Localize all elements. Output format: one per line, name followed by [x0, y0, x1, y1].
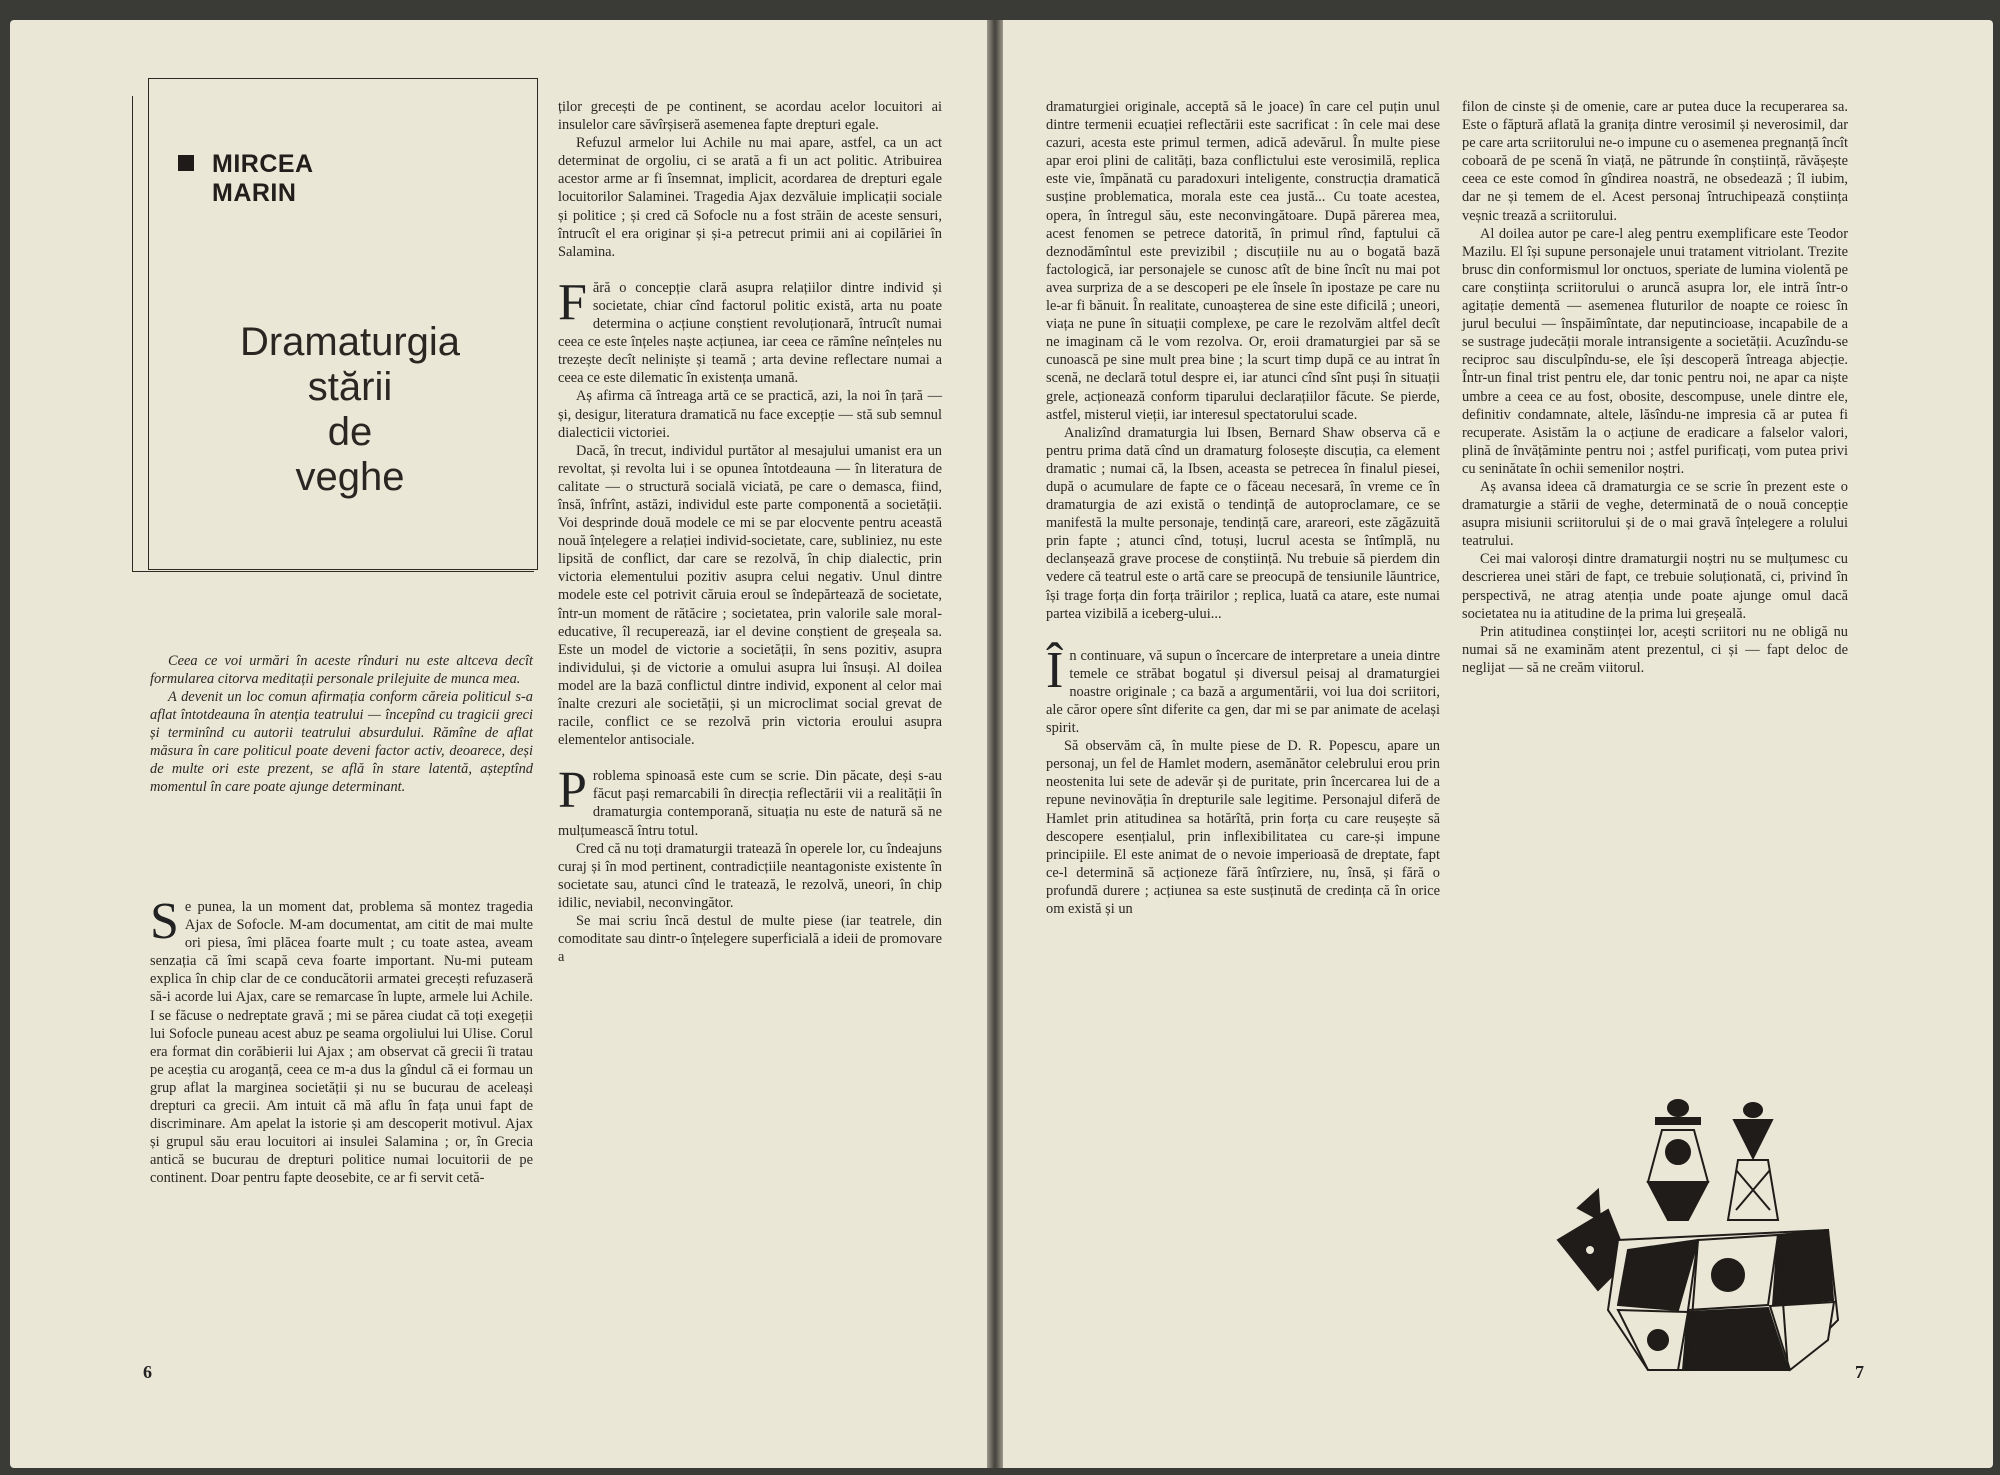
figure-circle-left [1666, 1140, 1690, 1164]
drop-cap: S [150, 893, 179, 950]
title-line: de [327, 410, 373, 454]
paragraph [558, 762, 942, 839]
paragraph: Cei mai valoroși dintre dramaturgii noștri nu se mulțumesc cu descrierea unei stări de fapt, ce trebuie soluționată, ci, privind în perspectivă, ne atrag atenția unde poate ajunge omul dacă societatea nu ia atitudine de la prima lui greșeală. [1462, 551, 1848, 622]
paragraph-text: n continuare, vă supun o încercare de interpretare a uneia dintre temele ce străbat bogatul și diversul peisaj al dramaturgiei noastre originale ; ca bază a argumentării, voi lua doi scriitori, ale căror opere sînt diferite ca gen, dar mi se par animate de același spirit. [1046, 647, 1440, 737]
page-number-left: 6 [143, 1362, 152, 1382]
paragraph: Analizînd dramaturgia lui Ibsen, Bernard Shaw observa că e pentru prima dată cînd un dramaturg folosește discuția, ca element dramatic ; numai că, la Ibsen, aceasta se petrecea în finalul piesei, după o acumulare de fapte ce o făceau necesară, în vreme ce în dramaturgia de azi există o tendință de autoproclamare, ce se manifestă la multe personaje, tendință care, arareori, este zăgăzuită prin fapte ; atunci cînd, totuși, lucrul acesta se întîmplă, nu declanșează grave procese de conștiință. Nu trebuie să pierdem din vedere că teatrul este o artă care se preocupă de tensiunile lăuntrice, își trage forța din forța trăirilor ; replica, luată ca atare, este numai partea vizibilă a iceberg-ului... [1046, 424, 1440, 622]
intro-text [150, 652, 533, 796]
paragraph [558, 273, 942, 388]
paragraph-text: ără o concepție clară asupra relațiilor dintre individ și societate, chiar cînd factorul politic există, arta nu poate determina o acțiune conștient revoluționară, întrucît numai ceea ce este înțeles naște acțiunea, iar ceea ce rămîne neînțeles nu trezește decît neliniște și teamă ; arta devine reflectare numai a ceea ce este dilematic în existența umană. [558, 279, 942, 387]
column-4 [1462, 98, 1848, 677]
figure-skirt-left [1648, 1182, 1708, 1220]
book-gutter [987, 20, 1003, 1468]
intro-paragraph: Ceea ce voi urmări în aceste rînduri nu este altceva decît formularea citorva meditații personale prilejuite de munca mea. [150, 653, 533, 687]
paragraph: Cred că nu toți dramaturgii tratează în operele lor, cu îndeajuns curaj și în mod pertinent, contradicțiile neantagoniste existente în societate sau, atunci cînd le tratează, le rezolvă, uneori, în chip idilic, neviabil, neconvingător. [558, 840, 942, 911]
figure-hat-brim-left [1656, 1118, 1700, 1124]
paragraph: Să observăm că, în multe piese de D. R. Popescu, apare un personaj, un fel de Hamlet modern, asemănător celebrului erou prin neostenita lui sete de adevăr și de puritate, prin încercarea lui de a repune nevinovăția în drepturile sale legitime. Personajul diferă de Hamlet prin atitudinea sa hotărîtă, prin forța cu care reușește să descopere esențialul, prin inflexibilitatea cu care-și impune principiile. El este animat de o nevoie imperioasă de dreptate, fapt ce-l determină să acționeze fără întîrziere, nu, însă, și fără o profundă durere ; acțiunea sa este susținută de credința că în orice om există și un [1046, 738, 1440, 918]
paragraph [1046, 641, 1440, 737]
drop-cap: F [558, 273, 587, 331]
figures-illustration [1538, 1090, 1858, 1380]
column-2 [558, 98, 942, 966]
paragraph: Aș afirma că întreaga artă ce se practică, azi, la noi în țară — și, desigur, literatura dramatică nu face excepție — stă sub semnul dialecticii victoriei. [558, 388, 942, 441]
paragraph: dramaturgiei originale, acceptă să le joace) în care cel puțin unul dintre termenii ecuației reflectării este sacrificat : în cele mai dese cazuri, acesta este primul termen, adică adevărul. În multe piese apar eroi plini de calități, baza conflictului este verosimilă, replica este vie, împănată cu paradoxuri inteligente, construcția dramatică susține problematica, morala este ceа justă... Cu toate acestea, opera, în întregul său, este neconvingătoare. După părerea mea, acest fenomen se petrece datorită, în primul rînd, faptului că deznodămîntul este previzibil ; discuțiile nu au o bogată bază factologică, iar personajele se cunosc atît de bine încît nu mai pot avea surpriza de a se descoperi pe ele însele în ipostaze pe care nu le-ar fi bănuit. În realitate, cunoașterea de sine este dificilă ; uneori, viața ne pune în situații complexe, pe care le rezolvăm altfel decît ne imaginam că le vom rezolva. Or, eroii dramaturgiei par să se cunoască pe sine mult prea bine ; la scurt timp după ce au intrat în scenă, ne declară totul despre ei, iar atunci cînd sînt puși în situații grele, acționează conform tiparului declarațiilor făcute. Se pierde, astfel, misterul vieții, iar interesul spectatorului scade. [1046, 99, 1440, 423]
drop-cap: Î [1046, 641, 1064, 699]
paragraph: Prin atitudinea conștiinței lor, acești scriitori nu ne obligă nu numai să ne examinăm atent prezentul, ci și — fapt deloc de neglijat — să ne creăm viitorul. [1462, 623, 1848, 676]
paragraph: Aș avansa ideea că dramaturgia ce se scrie în prezent este o dramaturgie a stării de veghe, determinată de o nouă concepție asupra misiunii scriitorului și de o mai gravă înțelegere a rolului teatrului. [1462, 478, 1848, 550]
paragraph: Dacă, în trecut, individul purtător al mesajului umanist era un revoltat, și revolta lui i se opunea întotdeauna — în literatura de calitate — o structură socială viciată, pe care o demasca, fiind, însă, înfrînt, astăzi, individul este parte componentă a societății. Voi desprinde două modele ce mi se par elocvente pentru această nouă înțelegere a relației individ-societate, care, subliniez, nu este lipsită de conflict, dar care se rezolvă, în chip dialectic, prin victoria elementului pozitiv asupra celui negativ. Unul dintre modele este cel potrivit căruia eroul se îndepărtează de societate, într-un moment de rătăcire ; societatea, prin valorile sale moral-educative, îl recuperează, iar el devine conștient de greșeala sa. Este un model de victorie a societății, în sens pozitiv, asupra individului, și de victorie a omului asupra lui însuși. Al doilea model are la bază conflictul dintre individ, exponent al celor mai înalte crezuri ale societății, și un microclimat social grevat de racile, conflict ce se rezolvă prin victoria eroului asupra elementelor antisociale. [558, 442, 942, 749]
column-3 [1046, 98, 1440, 918]
author-bullet-square [178, 155, 194, 171]
drop-cap: P [558, 762, 587, 820]
paragraph: Al doilea autor pe care-l aleg pentru exemplificare este Teodor Mazilu. El își supune personajele unui tratament vitriolant. Trezite brusc din conformismul lor onctuos, speriate de lumina violentă pe care conștiința scriitorului o aruncă asupra lor, ele intră într-o agitație dementă — asemenea fluturilor de noapte ce roiesc în jurul becului — înspăimîntate, dar neputincioase, incapabile de a se sustrage judecății morale intransigente a societății. Acuzîndu-se reciproc sau disculpîndu-se, ele își descoperă întreaga abjecție. Într-un final trist pentru ele, dar tonic pentru noi, ne apar ca niște umbre a ceea ce au fost, obosite, descompuse, unele dintre ele, definitiv condamnate, altele, lăsîndu-ne impresia că ar putea fi recuperate. Asistăm la o acțiune de eradicare a falselor valori, plină de învățăminte pentru noi ; astfel purificați, vom putea privi cu seninătate în ochii semenilor noștri. [1462, 225, 1848, 477]
article-title [220, 320, 480, 500]
author-name: MIRCEA MARIN [212, 150, 313, 207]
page-number-right: 7 [1855, 1362, 1864, 1382]
title-line: veghe [295, 455, 405, 499]
horse-circle [1712, 1259, 1744, 1291]
animal-eye [1585, 1245, 1595, 1255]
horse-circle [1648, 1330, 1668, 1350]
paragraph: Refuzul armelor lui Achile nu mai apare, astfel, ca un act determinat de orgoliu, ci se arată a fi un act politic. Atribuirea acestor arme ar fi însemnat, implicit, acordarea de drepturi egale locuitorilor Salaminei. Tragedia Ajax dezvăluie implicații sociale și politice ; și cred că Sofocle nu a fost străin de aceste sensuri, întrucît el era originar și și-a petrecut primii ani ai copilăriei în Salamina. [558, 135, 942, 260]
paragraph-text: e punea, la un moment dat, problema să montez tragedia Ajax de Sofocle. M-am documentat, am citit de mai multe ori piesa, îmi plăcea foarte mult ; cu toate astea, aveam senzația că îmi scapă ceva foarte important. Nu-mi puteam explica în chip clar de ce conducătorii armatei grecești refuzaseră să-i acorde lui Ajax, care se remarcase în lupte, armele lui Achile. I se făcuse o nedreptate gravă ; mi se părea ciudat că toți exegeții lui Sofocle puneau acest abuz pe seama orgoliului lui Ulise. Corul era format din corăbierii lui Ajax ; am observat că grecii îi tratau pe aceștia cu aroganță, ceea ce m-a dus la gîndul că ei formau un grup aflat la marginea societății și nu se bucurau de aceleași drepturi ca grecii. Am intuit că mă aflu în fața unui fapt de discriminare. Am apelat la istorie și am descoperit motivul. Ajax și grupul său erau locuitori ai insulei Salamina ; or, în Grecia antică se bucurau de drepturi politice numai locuitorii de pe continent. Doar pentru fapte deosebite, ce ar fi servit cetă- [150, 899, 533, 1187]
paragraph-text: roblema spinoasă este cum se scrie. Din păcate, deși s-au făcut pași remarcabili în direcția reflectării vii a realității în dramaturgia contemporană, situația nu este de natură să ne mulțumească întru totul. [558, 768, 942, 839]
paragraph: Se mai scriu încă destul de multe piese (iar teatrele, din comoditate sau dintr-o înțelegere superficială a ideii de promovare a [558, 913, 942, 966]
figure-triangle-right [1734, 1120, 1772, 1158]
paragraph: ților grecești de pe continent, se acordau acelor locuitori ai insulelor care săvîrșiseră asemenea fapte drepturi egale. [558, 99, 942, 134]
paragraph [150, 893, 533, 1188]
figure-head-left [1668, 1100, 1688, 1116]
paragraph: filon de cinste și de omenie, care ar putea duce la recuperarea sa. Este o făptură aflată la granița dintre verosimil și neverosimil, dar pe care arta scriitorului ne-o impune cu o asemenea pregnanță încît coboară de pe scenă în viață, ne pătrunde în conștiință, răvășește ceea ce este comod în gîndirea noastră, ne obsedează ; îl iubim, dar ne și temem de el. Acest personaj întruchipează conștiința veșnic trează a scriitorului. [1462, 99, 1848, 224]
intro-paragraph: A devenit un loc comun afirmația conform căreia politicul s-a aflat întotdeauna în atenția teatrului — începînd cu tragicii greci și terminînd cu autorii teatrului absurdului. Rămîne de aflat măsura în care politicul poate deveni factor activ, deoarece, deși de multe ori este prezent, se află în stare latentă, așteptînd momentul în care poate ajunge determinant. [150, 689, 533, 795]
title-line: Dramaturgia [239, 320, 461, 364]
title-line: stării [307, 365, 393, 409]
animal-ear [1578, 1190, 1600, 1220]
column-1 [150, 893, 533, 1188]
figure-head-right [1744, 1103, 1762, 1117]
